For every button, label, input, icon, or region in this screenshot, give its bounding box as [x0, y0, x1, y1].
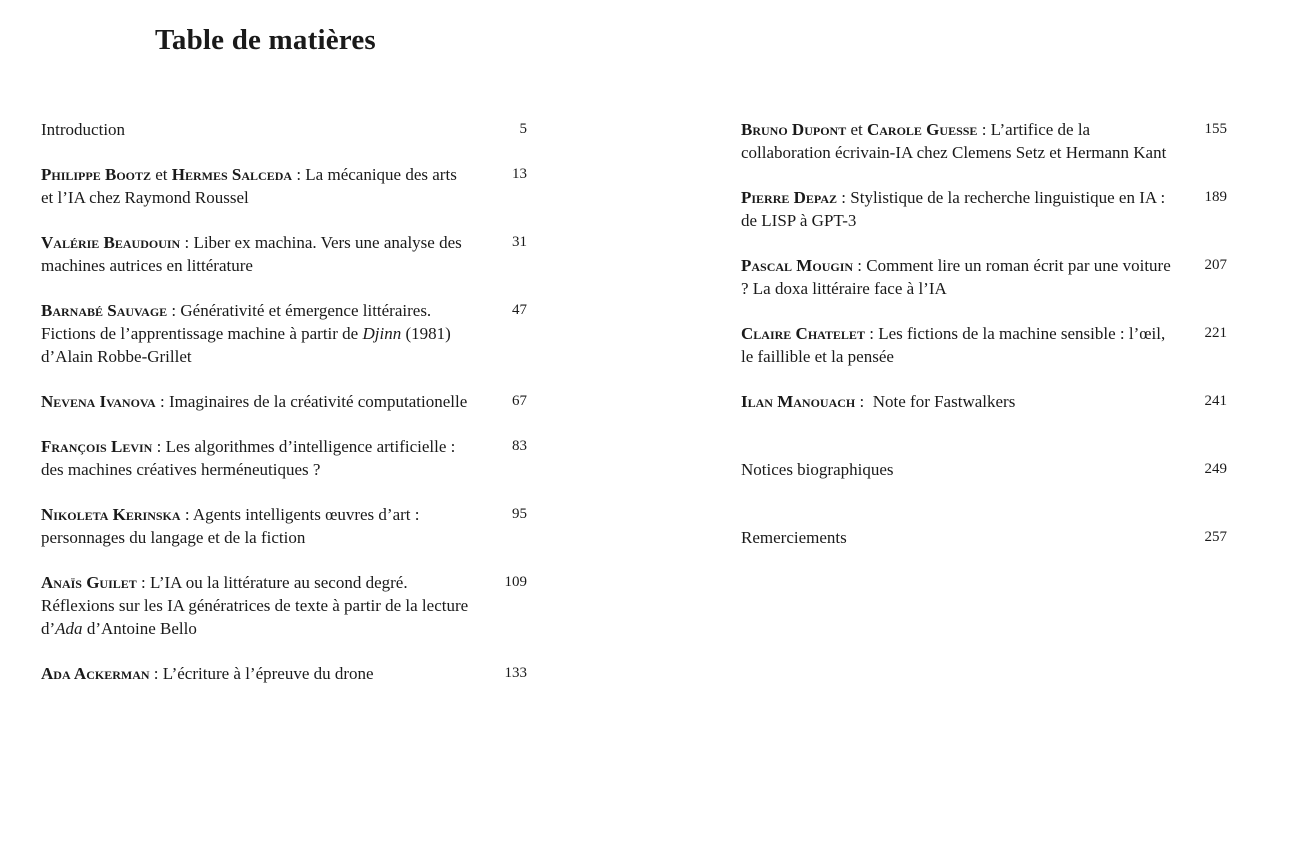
chapter-title: L’artifice de la collaboration écrivain-IA chez Clemens Setz et Hermann Kant [741, 120, 1167, 162]
chapter-title: (1981) d’Alain Robbe-Grillet [41, 324, 451, 366]
toc-right-column [741, 118, 1227, 549]
toc-entry[interactable] [41, 118, 527, 141]
page-number: 5 [519, 121, 527, 137]
chapter-title: L’IA ou la littérature au second degré. Réflexions sur les IA génératrices de texte à partir de la lecture d’ [41, 573, 469, 638]
chapter-title: L’écriture à l’épreuve du drone [162, 664, 374, 683]
work-title: Djinn [362, 324, 402, 343]
author-joiner: et [846, 120, 867, 139]
chapter-title: Stylistique de la recherche linguistique en IA : de LISP à GPT-3 [741, 188, 1166, 230]
page-number: 257 [1204, 529, 1227, 545]
title-separator: : [292, 165, 306, 184]
toc-entry[interactable] [41, 662, 527, 685]
author-name: Pascal Mougin [741, 256, 854, 275]
toc-entry[interactable] [41, 571, 527, 640]
author-name: Anaïs Guilet [41, 573, 137, 592]
toc-entry[interactable] [41, 299, 527, 368]
title-separator: : [855, 392, 869, 411]
toc-entry[interactable] [41, 163, 527, 209]
title-separator: : [180, 233, 194, 252]
chapter-title: Les algorithmes d’intelligence artificielle : des machines créatives herméneutiques ? [41, 437, 456, 479]
title-separator: : [864, 324, 879, 343]
page-number: 155 [1204, 121, 1227, 137]
page-number: 83 [512, 438, 527, 454]
chapter-title: La mécanique des arts et l’IA chez Raymond Roussel [41, 165, 457, 207]
toc-entry-text [41, 571, 471, 640]
chapter-title: Imaginaires de la créativité computationelle [168, 392, 468, 411]
page-number: 31 [512, 234, 527, 250]
author-name: Barnabé Sauvage [41, 301, 168, 320]
title-separator: : [149, 664, 163, 683]
toc-entry-text [41, 503, 471, 549]
page-number: 109 [504, 574, 527, 590]
toc-entry-text [741, 254, 1171, 300]
author-name: François Levin [41, 437, 153, 456]
page-number: 133 [504, 665, 527, 681]
page-number: 189 [1204, 189, 1227, 205]
toc-entry-text [41, 163, 471, 209]
title-separator: : [837, 188, 851, 207]
title-separator: : [853, 256, 867, 275]
author-joiner: et [151, 165, 172, 184]
page-number: 13 [512, 166, 527, 182]
chapter-title: Comment lire un roman écrit par une voiture ? La doxa littéraire face à l’IA [741, 256, 1171, 298]
toc-entry-text [41, 390, 471, 413]
author-name: Bruno Dupont [741, 120, 847, 139]
toc-entry-text [41, 299, 471, 368]
toc-entry[interactable] [41, 231, 527, 277]
toc-entry-text [741, 322, 1171, 368]
toc-entry-text [41, 118, 471, 141]
author-name: Pierre Depaz [741, 188, 838, 207]
title-separator: : [180, 505, 193, 524]
chapter-title: Notices biographiques [741, 460, 894, 479]
author-name: Valérie Beaudouin [41, 233, 181, 252]
toc-entry[interactable] [741, 322, 1227, 368]
toc-entry[interactable] [741, 458, 1227, 481]
toc-entry[interactable] [741, 526, 1227, 549]
toc-entry[interactable] [741, 390, 1227, 413]
chapter-title: d’Antoine Bello [82, 619, 197, 638]
toc-entry[interactable] [741, 254, 1227, 300]
toc-entry-text [741, 390, 1171, 413]
toc-entry[interactable] [41, 435, 527, 481]
chapter-title: Note for Fastwalkers [868, 392, 1016, 411]
page-number: 249 [1204, 461, 1227, 477]
toc-entry-text [741, 526, 1171, 549]
chapter-title: Remerciements [741, 528, 847, 547]
author-name: Ilan Manouach [741, 392, 856, 411]
author-name: Ada Ackerman [41, 664, 150, 683]
page-number: 47 [512, 302, 527, 318]
chapter-title: Introduction [41, 120, 126, 139]
chapter-title: Agents intelligents œuvres d’art : personnages du langage et de la fiction [41, 505, 420, 547]
toc-left-column [41, 118, 527, 685]
title-separator: : [136, 573, 151, 592]
page-number: 221 [1204, 325, 1227, 341]
author-name: Carole Guesse [866, 120, 978, 139]
toc-entry-text [741, 458, 1171, 481]
toc-entry[interactable] [741, 186, 1227, 232]
page-number: 95 [512, 506, 527, 522]
chapter-title: Générativité et émergence littéraires. Fictions de l’apprentissage machine à partir de [41, 301, 432, 343]
author-name: Nikoleta Kerinska [41, 505, 181, 524]
author-name: Hermes Salceda [171, 165, 293, 184]
title-separator: : [152, 437, 166, 456]
chapter-title: Liber ex machina. Vers une analyse des machines autrices en littérature [41, 233, 462, 275]
page-number: 207 [1204, 257, 1227, 273]
page-number: 67 [512, 393, 527, 409]
author-name: Claire Chatelet [741, 324, 865, 343]
title-separator: : [155, 392, 169, 411]
author-name: Philippe Bootz [41, 165, 151, 184]
toc-entry-text [41, 662, 471, 685]
toc-entry[interactable] [741, 118, 1227, 164]
title-separator: : [977, 120, 991, 139]
title-separator: : [167, 301, 181, 320]
toc-entry-text [741, 118, 1171, 164]
toc-entry-text [41, 231, 471, 277]
toc-entry-text [741, 186, 1171, 232]
work-title: Ada [55, 619, 83, 638]
author-name: Nevena Ivanova [41, 392, 156, 411]
toc-entry[interactable] [41, 390, 527, 413]
toc-entry-text [41, 435, 471, 481]
chapter-title: Les fictions de la machine sensible : l’œil, le faillible et la pensée [741, 324, 1166, 366]
page-number: 241 [1204, 393, 1227, 409]
page-title: Table de matières [155, 24, 376, 56]
toc-entry[interactable] [41, 503, 527, 549]
